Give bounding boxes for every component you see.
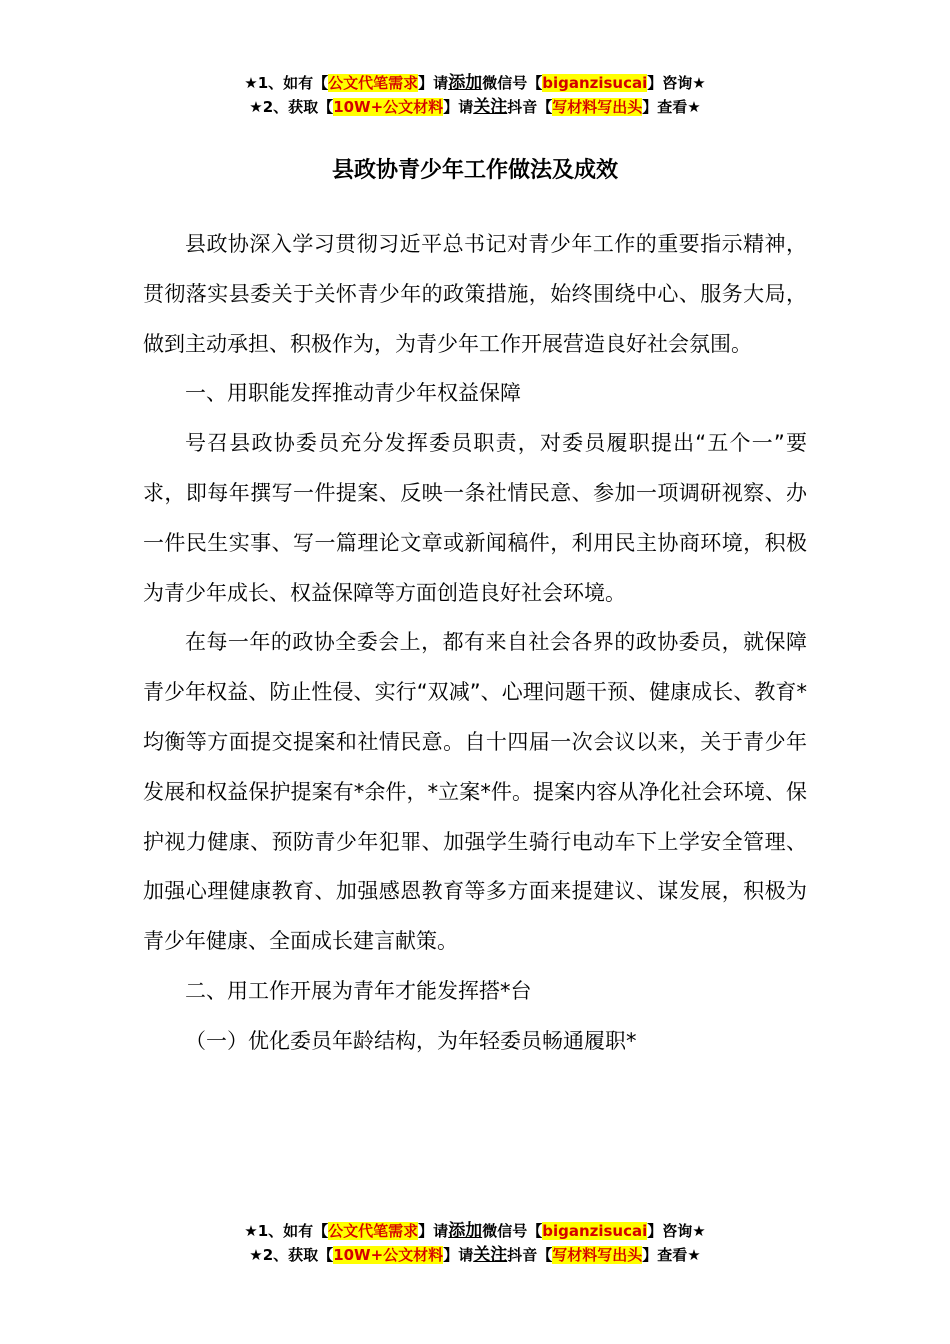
highlight-materials: 10W+公文材料	[333, 98, 444, 116]
footer-ad-line-1: ★1、如有【公文代笔需求】请添加微信号【biganzisucai】咨询★	[244, 1221, 706, 1241]
highlight-service: 公文代笔需求	[328, 74, 419, 92]
highlight-wechat-id: biganzisucai	[542, 74, 648, 92]
highlight-douyin-id: 写材料写出头	[552, 1246, 643, 1264]
header-ad-line-2: ★2、获取【10W+公文材料】请关注抖音【写材料写出头】查看★	[249, 97, 701, 117]
heading-section-2: 二、用工作开展为青年才能发挥搭*台	[185, 978, 532, 1003]
paragraph-five-ones: 号召县政协委员充分发挥委员职责，对委员履职提出“五个一”要求，即每年撰写一件提案、反映一条社情民意、参加一项调研视察、办一件民生实事、写一篇理论文章或新闻稿件，利用民主协商环境，积极为青少年成长、权益保障等方面创造良好社会环境。	[143, 431, 807, 605]
heading-section-1: 一、用职能发挥推动青少年权益保障	[185, 381, 521, 406]
document-title: 县政协青少年工作做法及成效	[331, 158, 618, 183]
highlight-service: 公文代笔需求	[328, 1222, 419, 1240]
header-ad-line-1: ★1、如有【公文代笔需求】请添加微信号【biganzisucai】咨询★	[244, 73, 706, 93]
paragraph-intro: 县政协深入学习贯彻习近平总书记对青少年工作的重要指示精神，贯彻落实县委关于关怀青少年的政策措施，始终围绕中心、服务大局，做到主动承担、积极作为，为青少年工作开展营造良好社会氛围。	[143, 232, 807, 356]
footer-ad-line-2: ★2、获取【10W+公文材料】请关注抖音【写材料写出头】查看★	[249, 1245, 701, 1265]
highlight-wechat-id: biganzisucai	[542, 1222, 648, 1240]
document-body	[143, 220, 807, 1067]
highlight-douyin-id: 写材料写出头	[552, 98, 643, 116]
paragraph-proposals: 在每一年的政协全委会上，都有来自社会各界的政协委员，就保障青少年权益、防止性侵、实行“双减”、心理问题干预、健康成长、教育*均衡等方面提交提案和社情民意。自十四届一次会议以来，关于青少年发展和权益保护提案有*余件，*立案*件。提案内容从净化社会环境、保护视力健康、预防青少年犯罪、加强学生骑行电动车下上学安全管理、加强心理健康教育、加强感恩教育等多方面来提建议、谋发展，积极为青少年健康、全面成长建言献策。	[143, 630, 807, 954]
heading-subsection-1: （一）优化委员年龄结构，为年轻委员畅通履职*	[185, 1028, 637, 1053]
highlight-materials: 10W+公文材料	[333, 1246, 444, 1264]
